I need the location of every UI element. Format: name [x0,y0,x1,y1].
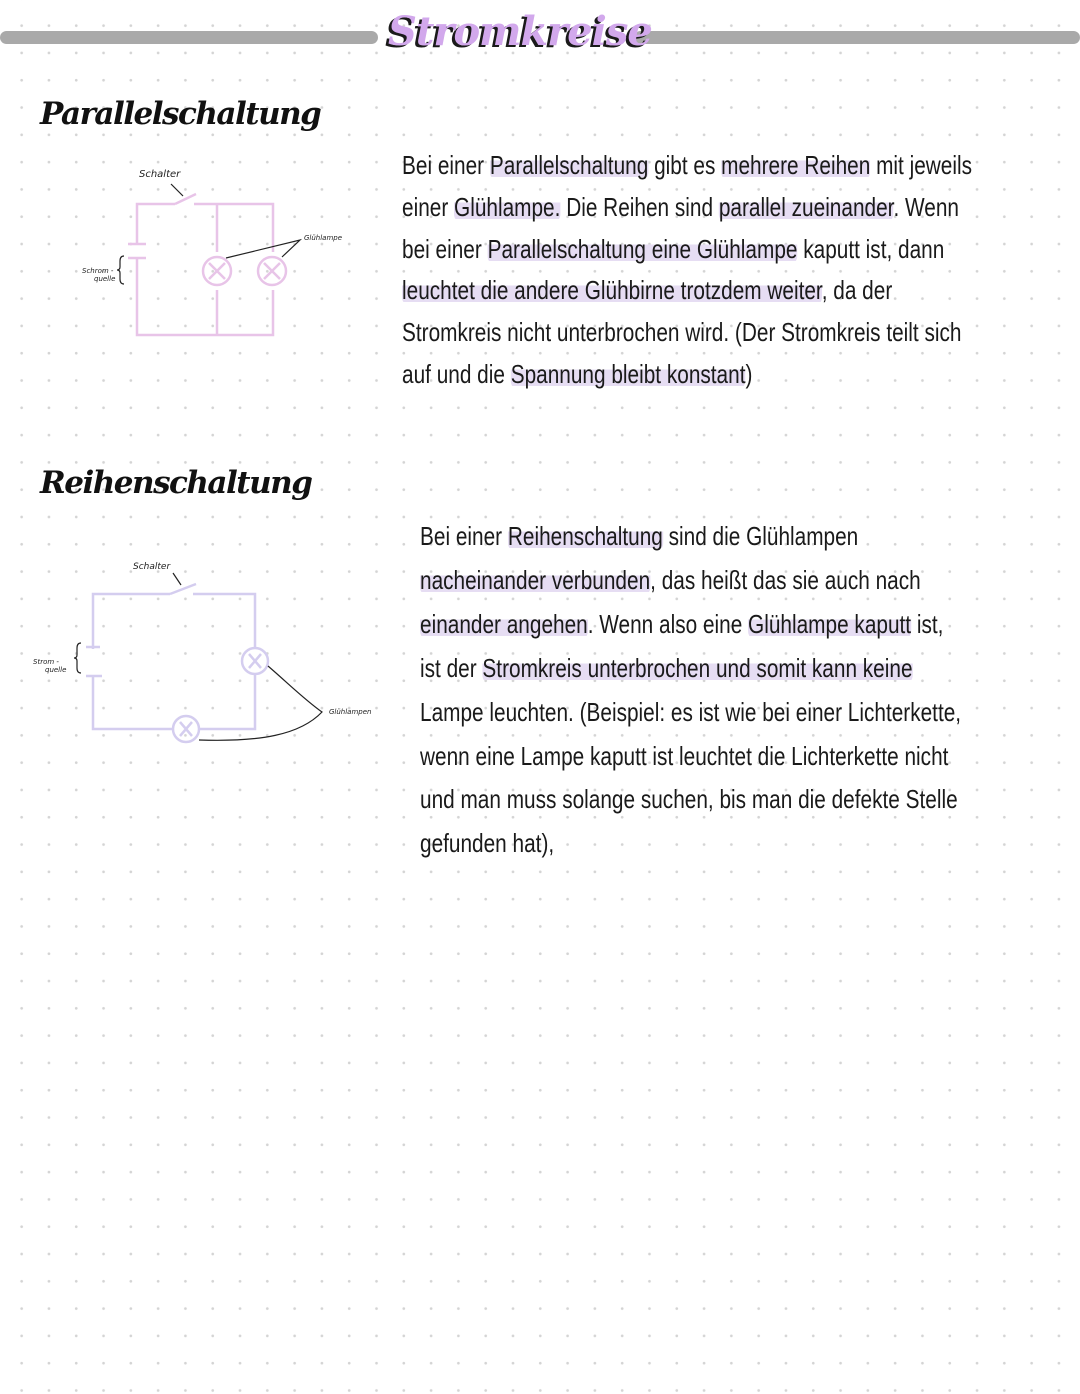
highlighted-text: einander angehen [420,608,588,639]
text-line [420,609,943,640]
text-segment: sind die Glühlampen [662,521,859,551]
label-source-2: quelle [94,275,116,283]
label-lamps: Glühlampen [329,708,372,716]
text-segment: . Wenn also eine [587,608,749,639]
text-line [402,150,972,181]
text-line [402,192,959,223]
text-segment: mit jeweils [870,150,972,180]
text-segment: auf und die [402,359,511,389]
label-lamp: Glühlampe [304,234,343,242]
label-source-1: Strom - [33,658,59,666]
brace [74,643,81,673]
text-segment: gibt es [648,150,722,180]
switch-icon [170,584,196,594]
wire [193,594,255,648]
highlighted-text: Reihenschaltung [507,521,663,551]
text-segment: Stromkreis nicht unterbrochen wird. (Der Stromkreis teilt sich [402,317,962,348]
title-rule-right [634,31,1080,44]
series-circuit-diagram [0,0,400,780]
heading-series: Reihenschaltung [40,465,312,501]
lamp-icon [242,648,268,674]
text-segment: ist der [420,652,483,683]
text-segment: einer [402,191,455,222]
text-segment: Bei einer [420,521,508,551]
highlighted-text: Stromkreis unterbrochen und somit kann keine [482,652,913,683]
text-segment: wenn eine Lampe kaputt ist leuchtet die Lichterkette nicht [420,740,949,771]
highlighted-text: mehrere Reihen [721,150,871,180]
text-segment: und man muss solange suchen, bis man die defekte Stelle [420,784,958,815]
wire [93,594,170,649]
text-segment: . Wenn [893,191,959,222]
highlighted-text: Parallelschaltung [489,150,649,180]
page-title: Stromkreise [388,8,652,55]
text-segment: ) [745,359,753,389]
text-line [420,697,961,728]
text-line [402,275,892,306]
text-segment: , das heißt das sie auch nach [650,564,921,595]
text-segment: Die Reihen sind [560,191,719,222]
text-line [402,359,752,390]
highlighted-text: nacheinander verbunden [420,564,651,595]
text-segment: bei einer [402,233,488,264]
text-line [420,784,958,815]
text-line [420,653,913,684]
text-line [420,741,948,772]
wire [93,674,255,729]
highlighted-text: leuchtet die andere Glühbirne trotzdem weiter [402,275,822,306]
highlighted-text: Parallelschaltung eine Glühlampe [487,233,798,264]
label-source-1: Schrom - [82,267,114,275]
highlighted-text: Spannung bleibt konstant [510,359,746,389]
text-segment: , da der [821,275,893,306]
text-segment: Bei einer [402,150,490,180]
text-line [420,565,921,596]
text-segment: kaputt ist, dann [797,233,945,264]
heading-parallel: Parallelschaltung [40,96,321,132]
label-source-2: quelle [45,666,67,674]
highlighted-text: Glühlampe kaputt [748,608,912,639]
text-line [420,828,554,859]
text-segment: gefunden hat), [420,828,555,859]
text-line [420,521,858,552]
text-line [402,317,961,348]
label-switch: Schalter [139,169,181,180]
text-segment: ist, [911,608,944,639]
highlighted-text: Glühlampe. [454,191,561,222]
lamp-icon [173,716,199,742]
label-switch: Schalter [133,562,171,572]
highlighted-text: parallel zueinander [718,191,894,222]
text-line [402,234,944,265]
text-segment: Lampe leuchten. (Beispiel: es ist wie bei einer Lichterkette, [420,696,962,727]
